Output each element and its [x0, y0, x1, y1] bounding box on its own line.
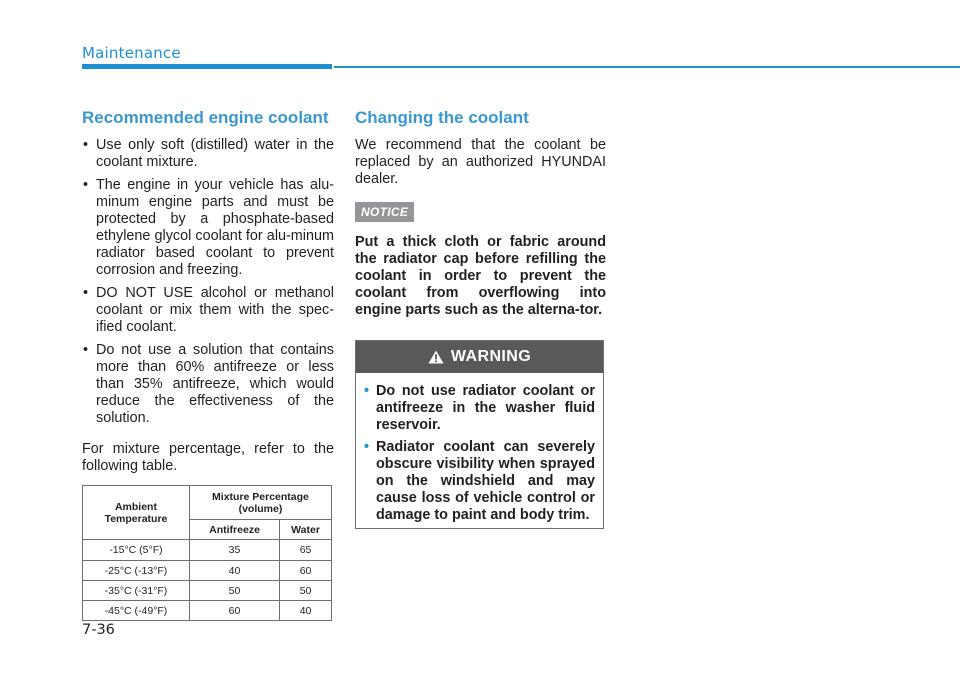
coolant-bullet-list: [82, 137, 334, 427]
cell-antifreeze: 40: [189, 561, 279, 581]
table-header-row: [83, 486, 332, 520]
notice-text: Put a thick cloth or fabric around the radiator cap before refilling the coolant in order to prevent the coolant from overflowing into engine parts such as the alterna-tor.: [355, 234, 606, 318]
header-rule-thick: [82, 64, 332, 69]
bullet-item: • DO NOT USE alcohol or methanol coolant or mix them with the spec-ified coolant.: [82, 285, 334, 336]
header-water: Water: [280, 520, 332, 540]
table-row: [83, 540, 332, 561]
warning-triangle-icon: [428, 350, 444, 364]
bullet-item: • Use only soft (distilled) water in the coolant mixture.: [82, 137, 334, 171]
page-number: 7-36: [82, 622, 115, 638]
cell-water: 65: [280, 540, 332, 561]
bullet-item: • Do not use a solution that contains more than 60% antifreeze or less than 35% antifreeze, which would reduce the effectiveness of the solution.: [82, 342, 334, 427]
cell-water: 40: [280, 601, 332, 621]
warning-item: • Do not use radiator coolant or antifreeze in the washer fluid reservoir.: [364, 383, 595, 433]
bullet-dot: •: [364, 383, 370, 399]
header-rule-thin: [334, 66, 960, 68]
table-row: [83, 581, 332, 601]
table-row: [83, 601, 332, 621]
warning-item: • Radiator coolant can severely obscure visibility when sprayed on the windshield and may cause loss of vehicle control or damage to paint and body trim.: [364, 439, 595, 523]
cell-water: 50: [280, 581, 332, 601]
cell-temperature: -45°C (-49°F): [83, 601, 190, 621]
warning-header: [356, 341, 603, 373]
cell-antifreeze: 35: [189, 540, 279, 561]
mixture-table: [82, 485, 332, 621]
middle-column: [355, 107, 606, 319]
warning-box: [355, 340, 604, 529]
left-column: [82, 107, 334, 621]
header-mixture-percentage: Mixture Percentage (volume): [189, 486, 331, 520]
warning-title: WARNING: [450, 348, 532, 365]
notice-badge: NOTICE: [355, 202, 414, 222]
cell-temperature: -35°C (-31°F): [83, 581, 190, 601]
cell-temperature: -25°C (-13°F): [83, 561, 190, 581]
header-antifreeze: Antifreeze: [189, 520, 279, 540]
changing-coolant-heading: Changing the coolant: [355, 108, 529, 127]
cell-water: 60: [280, 561, 332, 581]
section-label: Maintenance: [82, 44, 181, 62]
bullet-item: • The engine in your vehicle has alu-minum engine parts and must be protected by a phosphate-based ethylene glycol coolant for alu-minum radiator based coolant to prevent corrosion and freezing.: [82, 177, 334, 279]
coolant-heading: Recommended engine coolant: [82, 108, 329, 127]
changing-coolant-paragraph: We recommend that the coolant be replaced by an authorized HYUNDAI dealer.: [355, 137, 606, 187]
warning-list: [356, 383, 603, 524]
cell-antifreeze: 50: [189, 581, 279, 601]
table-intro: For mixture percentage, refer to the following table.: [82, 441, 334, 474]
bullet-dot: •: [364, 439, 370, 455]
table-row: [83, 561, 332, 581]
cell-antifreeze: 60: [189, 601, 279, 621]
header-ambient-temperature: Ambient Temperature: [83, 486, 190, 540]
cell-temperature: -15°C (5°F): [83, 540, 190, 561]
